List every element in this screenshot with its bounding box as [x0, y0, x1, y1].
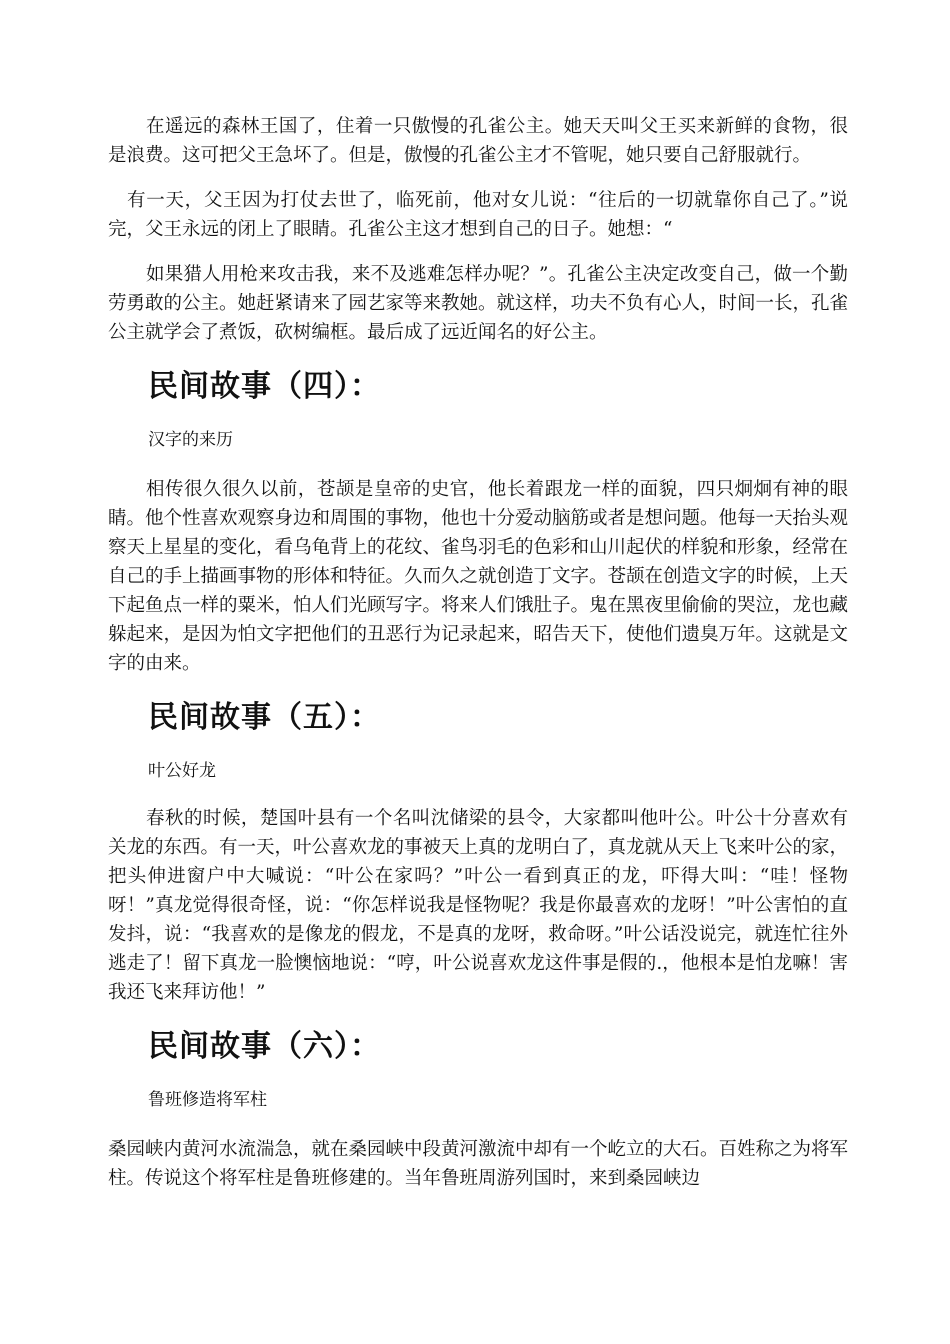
intro-paragraph-3: 如果猎人用枪来攻击我，来不及逃难怎样办呢？”。孔雀公主决定改变自己，做一个勤劳勇敢的公主。她赶紧请来了园艺家等来教她。就这样，功夫不负有心人，时间一长，孔雀公主就学会了煮饭，砍树编框。最后成了远近闻名的好公主。	[108, 264, 849, 343]
story-title-4: 汉字的来历	[148, 430, 233, 450]
section-heading-4: 民间故事（四）：	[148, 369, 381, 404]
story-title-5: 叶公好龙	[148, 761, 216, 781]
intro-paragraph-2: 有一天，父王因为打仗去世了，临死前，他对女儿说：“往后的一切就靠你自己了。”说完，父王永远的闭上了眼睛。孔雀公主这才想到自己的日子。她想：“	[108, 190, 848, 240]
intro-paragraph-1: 在遥远的森林王国了，住着一只傲慢的孔雀公主。她天天叫父王买来新鲜的食物，很是浪费。这可把父王急坏了。但是，傲慢的孔雀公主才不管呢，她只要自己舒服就行。	[108, 116, 848, 166]
story-title-6: 鲁班修造将军柱	[148, 1090, 267, 1110]
story-body-4: 相传很久很久以前，苍颉是皇帝的史官，他长着跟龙一样的面貌，四只炯炯有神的眼睛。他个性喜欢观察身边和周围的事物，他也十分爱动脑筋或者是想问题。他每一天抬头观察天上星星的变化，看乌龟背上的花纹、雀鸟羽毛的色彩和山川起伏的样貌和形象，经常在自己的手上描画事物的形体和特征。久而久之就创造丁文字。苍颉在创造文字的时候，上天下起鱼点一样的粟米，怕人们光顾写字。将来人们饿肚子。鬼在黑夜里偷偷的哭泣，龙也藏躲起来，是因为怕文字把他们的丑恶行为记录起来，昭告天下，使他们遗臭万年。这就是文字的由来。	[108, 479, 849, 674]
document-page	[108, 112, 848, 1193]
story-body-5: 春秋的时候，楚国叶县有一个名叫沈储梁的县令，大家都叫他叶公。叶公十分喜欢有关龙的东西。有一天，叶公喜欢龙的事被天上真的龙明白了，真龙就从天上飞来叶公的家，把头伸进窗户中大喊说：“叶公在家吗？”叶公一看到真正的龙，吓得大叫：“哇！怪物呀！”真龙觉得很奇怪，说：“你怎样说我是怪物呢？我是你最喜欢的龙呀！”叶公害怕的直发抖，说：“我喜欢的是像龙的假龙，不是真的龙呀，救命呀。”叶公话没说完，就连忙往外逃走了！留下真龙一脸懊恼地说：“哼，叶公说喜欢龙这件事是假的.，他根本是怕龙嘛！害我还飞来拜访他！”	[108, 808, 849, 1003]
story-body-6: 桑园峡内黄河水流湍急，就在桑园峡中段黄河激流中却有一个屹立的大石。百姓称之为将军柱。传说这个将军柱是鲁班修建的。当年鲁班周游列国时，来到桑园峡边	[108, 1139, 849, 1189]
section-heading-6: 民间故事（六）：	[148, 1029, 381, 1064]
section-heading-5: 民间故事（五）：	[148, 700, 381, 735]
